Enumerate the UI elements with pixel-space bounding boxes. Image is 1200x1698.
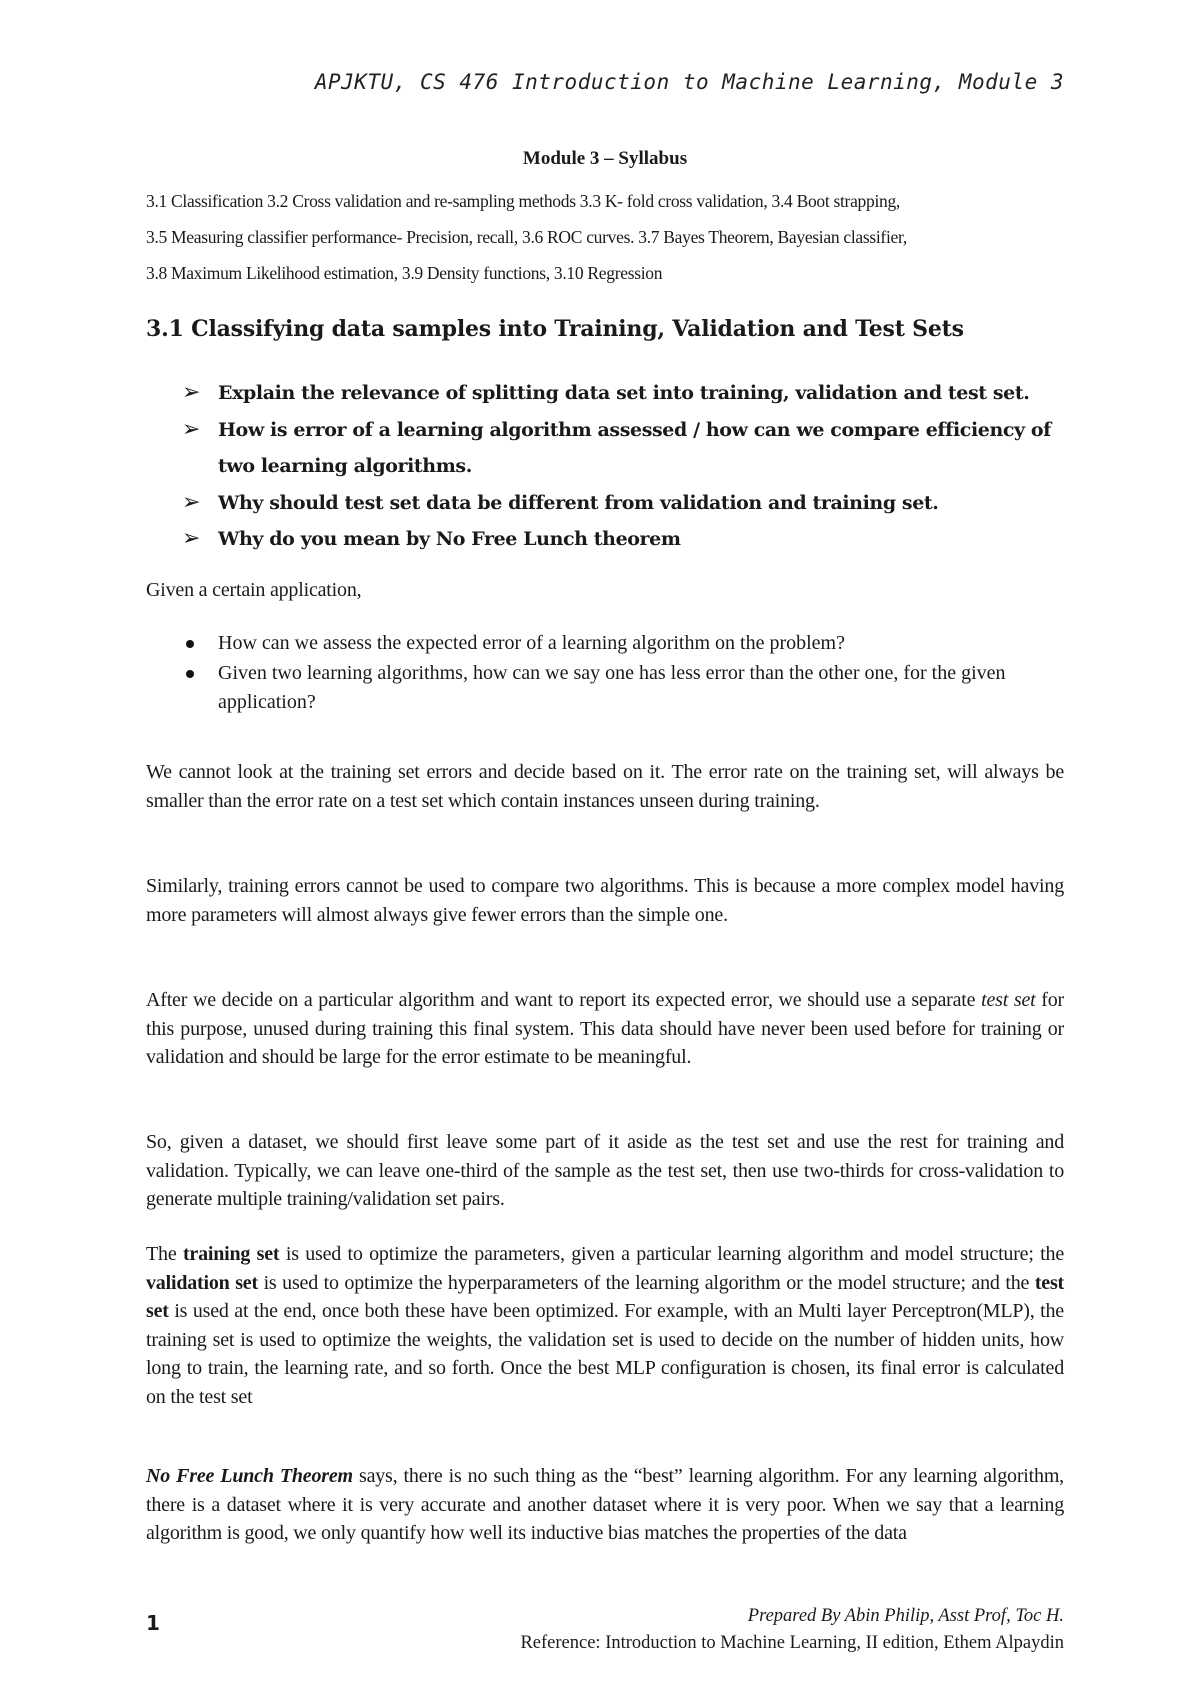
paragraph-test-set: After we decide on a particular algorithm and want to report its expected error, we should use a separate test set for this purpose, unused during training this final system. This data should have never been used before for training or validation and should be large for the error estimate to be meaningful. — [146, 989, 1064, 1068]
term-validation-set: validation set — [146, 1271, 258, 1294]
term-test-set: test set — [146, 1271, 1064, 1322]
paragraph-no-free-lunch: No Free Lunch Theorem says, there is no such thing as the “best” learning algorithm. For any learning algorithm, there is a dataset where it is very accurate and another dataset where it is very poor. When we say that a learning algorithm is good, we only quantify how well its inductive bias matches the properties of the data — [146, 1465, 1064, 1544]
question-item: ➢ Why do you mean by No Free Lunch theorem — [146, 521, 1064, 558]
arrow-bullet-icon: ➢ — [182, 380, 201, 405]
paragraph-dataset-split: So, given a dataset, we should first leave some part of it aside as the test set and use the rest for training and validation. Typically, we can leave one-third of the sample as the test set, then use two-thirds for cross-validation to generate multiple training/validation set pairs. — [146, 1131, 1064, 1210]
syllabus-text — [146, 183, 1064, 291]
bullet-list — [146, 629, 1064, 718]
paragraph-compare-algorithms: Similarly, training errors cannot be used to compare two algorithms. This is because a more complex model having more parameters will almost always give fewer errors than the simple one. — [146, 875, 1064, 926]
bullet-dot-icon — [186, 640, 194, 648]
intro-text: Given a certain application, — [146, 579, 362, 601]
syllabus-line: 3.1 Classification 3.2 Cross validation and re-sampling methods 3.3 K- fold cross validation, 3.4 Boot strapping, — [146, 191, 900, 211]
arrow-bullet-icon: ➢ — [182, 489, 201, 515]
arrow-bullet-icon: ➢ — [182, 526, 201, 551]
reference: Reference: Introduction to Machine Learning, II edition, Ethem Alpaydin — [520, 1633, 1064, 1653]
emphasis-test-set: test set — [981, 989, 1036, 1011]
question-item: ➢ How is error of a learning algorithm assessed / how can we compare efficiency of two learning algorithms. — [146, 412, 1064, 485]
bullet-dot-icon — [186, 670, 194, 678]
question-item: ➢ Why should test set data be different from validation and training set. — [146, 485, 1064, 522]
document-page — [146, 0, 1064, 1698]
syllabus-line: 3.8 Maximum Likelihood estimation, 3.9 Density functions, 3.10 Regression — [146, 263, 663, 283]
running-header: APJKTU, CS 476 Introduction to Machine Learning, Module 3 — [314, 70, 1064, 94]
question-item: ➢ Explain the relevance of splitting data set into training, validation and test set. — [146, 375, 1064, 412]
question-list — [146, 375, 1064, 558]
syllabus-title: Module 3 – Syllabus — [522, 148, 688, 169]
page-number: 1 — [146, 1611, 160, 1635]
bullet-item: Given two learning algorithms, how can we say one has less error than the other one, for the given application? — [146, 659, 1064, 718]
arrow-bullet-icon: ➢ — [182, 416, 201, 442]
syllabus-line: 3.5 Measuring classifier performance- Precision, recall, 3.6 ROC curves. 3.7 Bayes Theorem, Bayesian classifier, — [146, 227, 907, 247]
term-no-free-lunch: No Free Lunch Theorem — [146, 1465, 353, 1487]
term-training-set: training set — [182, 1243, 280, 1265]
paragraph-training-errors: We cannot look at the training set errors and decide based on it. The error rate on the training set, will always be smaller than the error rate on a test set which contain instances unseen during training. — [146, 761, 1064, 812]
section-heading: 3.1 Classifying data samples into Training, Validation and Test Sets — [146, 316, 964, 342]
footer-credits — [520, 1603, 1064, 1657]
bullet-item: How can we assess the expected error of a learning algorithm on the problem? — [146, 629, 1064, 659]
paragraph-set-roles: The training set is used to optimize the parameters, given a particular learning algorithm and model structure; the validation set is used to optimize the hyperparameters of the learning algorithm or the model structure; and the test set is used at the end, once both these have been optimized. For example, with an Multi layer Perceptron(MLP), the training set is used to optimize the weights, the validation set is used to decide on the number of hidden units, how long to train, the learning rate, and so forth. Once the best MLP configuration is chosen, its final error is calculated on the test set — [146, 1243, 1064, 1408]
prepared-by: Prepared By Abin Philip, Asst Prof, Toc H. — [747, 1606, 1064, 1626]
